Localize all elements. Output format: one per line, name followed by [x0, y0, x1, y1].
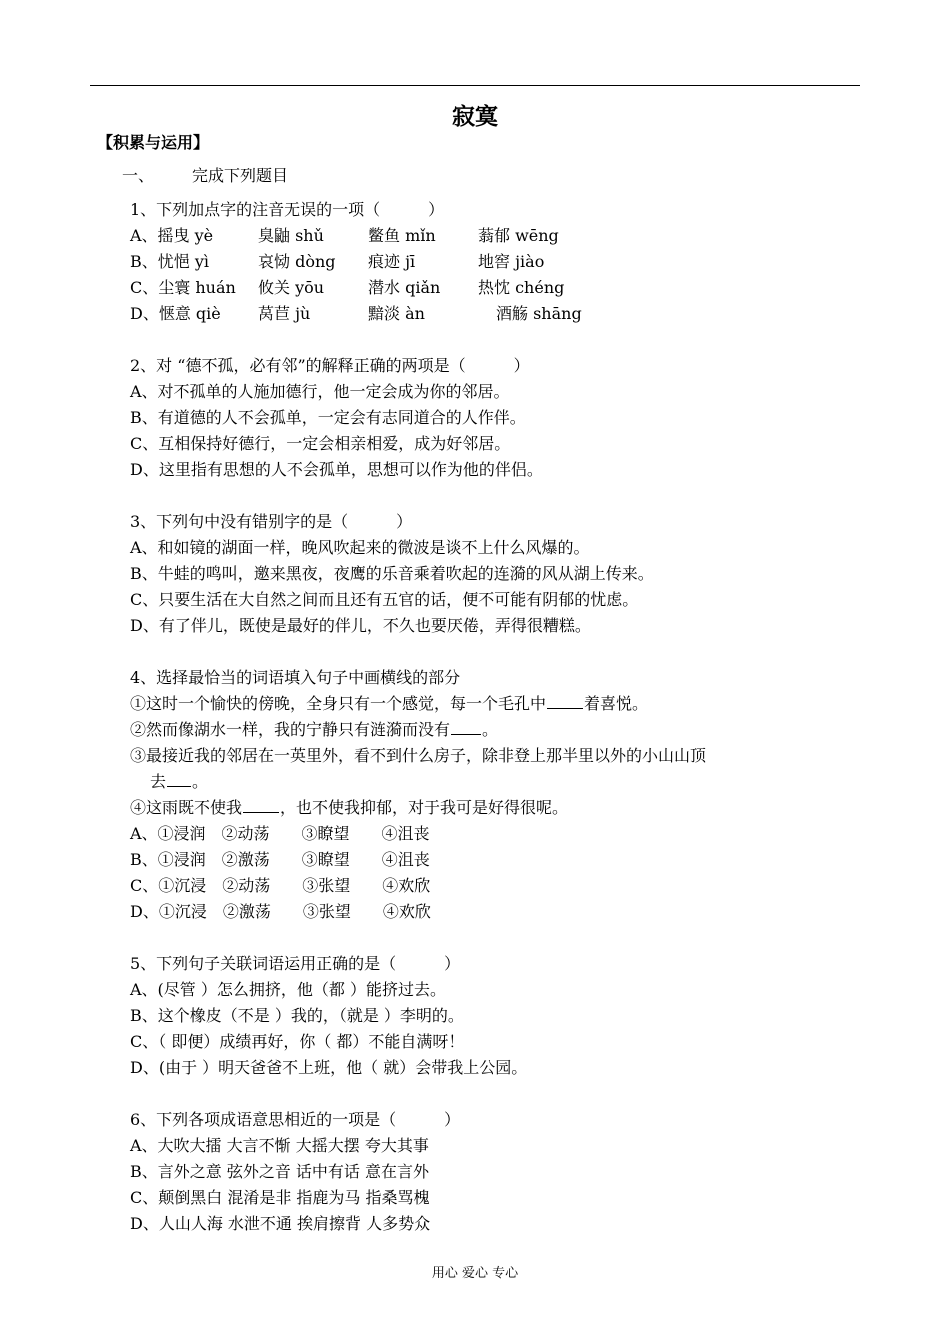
option-cell: A、摇曳 yè — [130, 226, 214, 245]
question-3-option-a: A、和如镜的湖面一样，晚风吹起来的微波是谈不上什么风爆的。 — [130, 538, 590, 557]
question-2-option-c: C、互相保持好德行，一定会相亲相爱，成为好邻居。 — [130, 434, 511, 453]
question-2-option-b: B、有道德的人不会孤单，一定会有志同道合的人作伴。 — [130, 408, 526, 427]
option-cell: B、忧悒 yì — [130, 252, 210, 271]
fill-blank — [243, 795, 279, 813]
part-heading — [122, 163, 288, 186]
question-5-stem: 5、下列句子关联词语运用正确的是（ ） — [130, 954, 461, 973]
sentence-text: ④这雨既不使我 — [130, 798, 243, 817]
option-cell: 蓊郁 wēng — [478, 226, 559, 245]
option-cell: 酒觞 shāng — [496, 304, 582, 323]
question-3-option-c: C、只要生活在大自然之间而且还有五官的话，便不可能有阴郁的忧虑。 — [130, 590, 639, 609]
sentence-text: ②然而像湖水一样，我的宁静只有涟漪而没有 — [130, 720, 451, 739]
option-cell: 潜水 qiǎn — [368, 278, 441, 297]
fill-blank — [547, 691, 583, 709]
option-cell: D、惬意 qiè — [130, 304, 221, 323]
question-1-option-d — [130, 301, 850, 327]
question-1-option-c — [130, 275, 850, 301]
question-4-sentence-4 — [130, 795, 850, 821]
header-rule — [90, 85, 860, 86]
question-4-sentence-2 — [130, 717, 850, 743]
option-cell: 地窖 jiào — [478, 252, 545, 271]
question-2-option-a: A、对不孤单的人施加德行，他一定会成为你的邻居。 — [130, 382, 510, 401]
question-1-option-b — [130, 249, 850, 275]
question-2-option-d: D、这里指有思想的人不会孤单，思想可以作为他的伴侣。 — [130, 460, 543, 479]
fill-blank — [167, 769, 191, 787]
option-cell: 攸关 yōu — [258, 278, 325, 297]
question-2-stem: 2、对 “德不孤，必有邻”的解释正确的两项是（ ） — [130, 356, 530, 375]
question-list — [130, 197, 850, 1237]
question-4-option-b: B、①浸润 ②激荡 ③瞭望 ④沮丧 — [130, 850, 430, 869]
question-1-option-a — [130, 223, 850, 249]
part-label: 完成下列题目 — [192, 166, 289, 185]
question-3-stem: 3、下列句中没有错别字的是（ ） — [130, 512, 413, 531]
option-cell: C、尘寰 huán — [130, 278, 236, 297]
question-6-option-c: C、颠倒黑白 混淆是非 指鹿为马 指桑骂槐 — [130, 1188, 430, 1207]
question-6-option-a: A、大吹大擂 大言不惭 大摇大摆 夸大其事 — [130, 1136, 429, 1155]
question-6-stem: 6、下列各项成语意思相近的一项是（ ） — [130, 1110, 461, 1129]
fill-blank — [451, 717, 481, 735]
question-4-option-c: C、①沉浸 ②动荡 ③张望 ④欢欣 — [130, 876, 431, 895]
question-4-option-d: D、①沉浸 ②激荡 ③张望 ④欢欣 — [130, 902, 431, 921]
question-3-option-d: D、有了伴儿，既使是最好的伴儿，不久也要厌倦，弄得很糟糕。 — [130, 616, 591, 635]
sentence-text: 。 — [192, 772, 209, 791]
sentence-text: ③最接近我的邻居在一英里外，看不到什么房子，除非登上那半里以外的小山山顶 — [130, 746, 707, 765]
question-4-sentence-3 — [130, 743, 850, 769]
question-4-stem: 4、选择最恰当的词语填入句子中画横线的部分 — [130, 668, 461, 687]
option-cell: 黯淡 àn — [368, 304, 425, 323]
option-cell: 鳖鱼 mǐn — [368, 226, 436, 245]
section-heading: 【积累与运用】 — [97, 133, 210, 152]
sentence-text: ①这时一个愉快的傍晚，全身只有一个感觉，每一个毛孔中 — [130, 694, 547, 713]
question-3-option-b: B、牛蛙的鸣叫，邀来黑夜，夜鹰的乐音乘着吹起的连漪的风从湖上传来。 — [130, 564, 654, 583]
question-6-option-d: D、人山人海 水泄不通 挨肩擦背 人多势众 — [130, 1214, 431, 1233]
sentence-text: ，也不使我抑郁，对于我可是好得很呢。 — [280, 798, 569, 817]
page-footer: 用心 爱心 专心 — [431, 1266, 519, 1281]
question-4-sentence-3-cont — [130, 769, 850, 795]
option-cell: 臭鼬 shǔ — [258, 226, 324, 245]
question-5-option-a: A、(尽管 ）怎么拥挤，他（都 ）能挤过去。 — [130, 980, 446, 999]
option-cell: 热忱 chéng — [478, 278, 565, 297]
question-4-sentence-1 — [130, 691, 850, 717]
sentence-text: 。 — [482, 720, 499, 739]
question-4-option-a: A、①浸润 ②动荡 ③瞭望 ④沮丧 — [130, 824, 430, 843]
sentence-text: 去 — [150, 772, 167, 791]
sentence-text: 着喜悦。 — [584, 694, 649, 713]
option-cell: 痕迹 jī — [368, 252, 416, 271]
option-cell: 哀恸 dòng — [258, 252, 336, 271]
page-title: 寂寞 — [452, 104, 498, 130]
question-5-option-d: D、(由于 ）明天爸爸不上班，他（ 就）会带我上公园。 — [130, 1058, 528, 1077]
question-5-option-c: C、（ 即便）成绩再好，你（ 都）不能自满呀！ — [130, 1032, 465, 1051]
question-6-option-b: B、言外之意 弦外之音 话中有话 意在言外 — [130, 1162, 430, 1181]
option-cell: 莴苣 jù — [258, 304, 311, 323]
part-number: 一、 — [122, 166, 155, 185]
question-5-option-b: B、这个橡皮（不是 ）我的，（就是 ）李明的。 — [130, 1006, 464, 1025]
question-1-stem: 1、下列加点字的注音无误的一项（ ） — [130, 200, 445, 219]
